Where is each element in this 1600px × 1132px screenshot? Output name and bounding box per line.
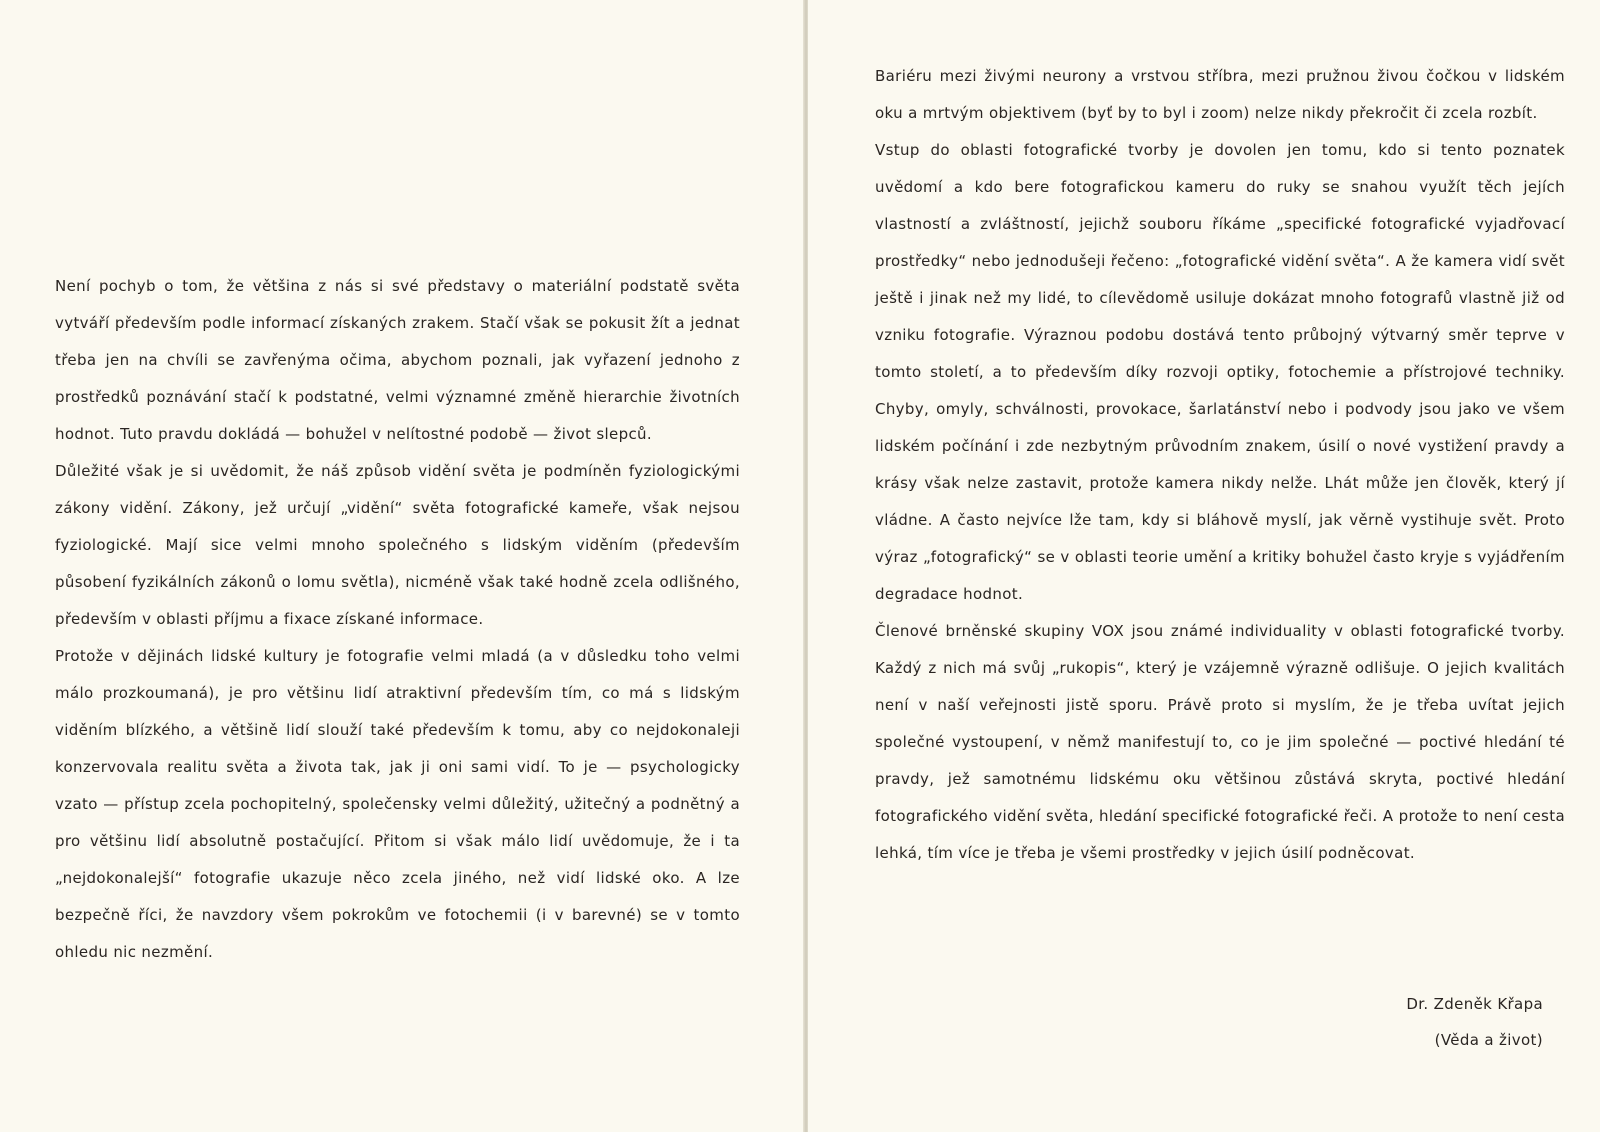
- author-name: Dr. Zdeněk Křapa: [1406, 995, 1543, 1013]
- right-paragraph-3: Členové brněnské skupiny VOX jsou známé individuality v oblasti fotografické tvorby. Každý z nich má svůj „rukopis“, který je vzájemně výrazně odlišuje. O jejich kvalitách není v naší veřejnosti jistě sporu. Právě proto si myslím, že je třeba uvítat jejich společné vystoupení, v němž manifestují to, co je jim společné — poctivé hledání té pravdy, jež samotnému lidskému oku většinou zůstává skryta, poctivé hledání fotografického vidění světa, hledání specifické fotografické řeči. A protože to není cesta lehká, tím více je třeba je všemi prostředky v jejich úsilí podněcovat.: [875, 622, 1565, 862]
- right-paragraph-2: Vstup do oblasti fotografické tvorby je dovolen jen tomu, kdo si tento poznatek uvědomí a kdo bere fotografickou kameru do ruky se snahou využít těch jejích vlastností a zvláštností, jejichž souboru říkáme „specifické fotografické vyjadřovací prostředky“ nebo jednodušeji řečeno: „fotografické vidění světa“. A že kamera vidí svět ještě i jinak než my lidé, to cílevědomě usiluje dokázat mnoho fotografů vlastně již od vzniku fotografie. Výraznou podobu dostává tento průbojný výtvarný směr teprve v tomto století, a to především díky rozvoji optiky, fotochemie a přístrojové techniky. Chyby, omyly, schválnosti, provokace, šarlatánství nebo i podvody jsou jako ve všem lidském počínání i zde nezbytným průvodním znakem, úsilí o nové vystižení pravdy a krásy však nelze zastavit, protože kamera nikdy nelže. Lhát může jen člověk, který jí vládne. A často nejvíce lže tam, kdy si bláhově myslí, jak věrně vystihuje svět. Proto výraz „fotografický“ se v oblasti teorie umění a kritiky bohužel často kryje s vyjádřením degradace hodnot.: [875, 141, 1565, 603]
- left-paragraph-3: Protože v dějinách lidské kultury je fotografie velmi mladá (a v důsledku toho velmi málo prozkoumaná), je pro většinu lidí atraktivní především tím, co má s lidským viděním blízkého, a většině lidí slouží také především k tomu, aby co nejdokonaleji konzervovala realitu světa a života tak, jak ji oni sami vidí. To je — psychologicky vzato — přístup zcela pochopitelný, společensky velmi důležitý, užitečný a podnětný a pro většinu lidí absolutně postačující. Přitom si však málo lidí uvědomuje, že i ta „nejdokonalejší“ fotografie ukazuje něco zcela jiného, než vidí lidské oko. A lze bezpečně říci, že navzdory všem pokrokům ve fotochemii (i v barevné) se v tomto ohledu nic nezmění.: [55, 647, 740, 961]
- left-paragraph-1: Není pochyb o tom, že většina z nás si své představy o materiální podstatě světa vytváří především podle informací získaných zrakem. Stačí však se pokusit žít a jednat třeba jen na chvíli se zavřenýma očima, abychom poznali, jak vyřazení jednoho z prostředků poznávání stačí k podstatné, velmi významné změně hierarchie životních hodnot. Tuto pravdu dokládá — bohužel v nelítostné podobě — život slepců.: [55, 277, 740, 443]
- left-page-text: [55, 268, 740, 971]
- source-citation: (Věda a život): [1434, 1031, 1543, 1049]
- signature-block: [875, 986, 1543, 1058]
- right-paragraph-1: Bariéru mezi živými neurony a vrstvou stříbra, mezi pružnou živou čočkou v lidském oku a mrtvým objektivem (byť by to byl i zoom) nelze nikdy překročit či zcela rozbít.: [875, 67, 1565, 122]
- right-page-text: [875, 58, 1565, 872]
- left-paragraph-2: Důležité však je si uvědomit, že náš způsob vidění světa je podmíněn fyziologickými zákony vidění. Zákony, jež určují „vidění“ světa fotografické kameře, však nejsou fyziologické. Mají sice velmi mnoho společného s lidským viděním (především působení fyzikálních zákonů o lomu světla), nicméně však také hodně zcela odlišného, především v oblasti příjmu a fixace získané informace.: [55, 462, 740, 628]
